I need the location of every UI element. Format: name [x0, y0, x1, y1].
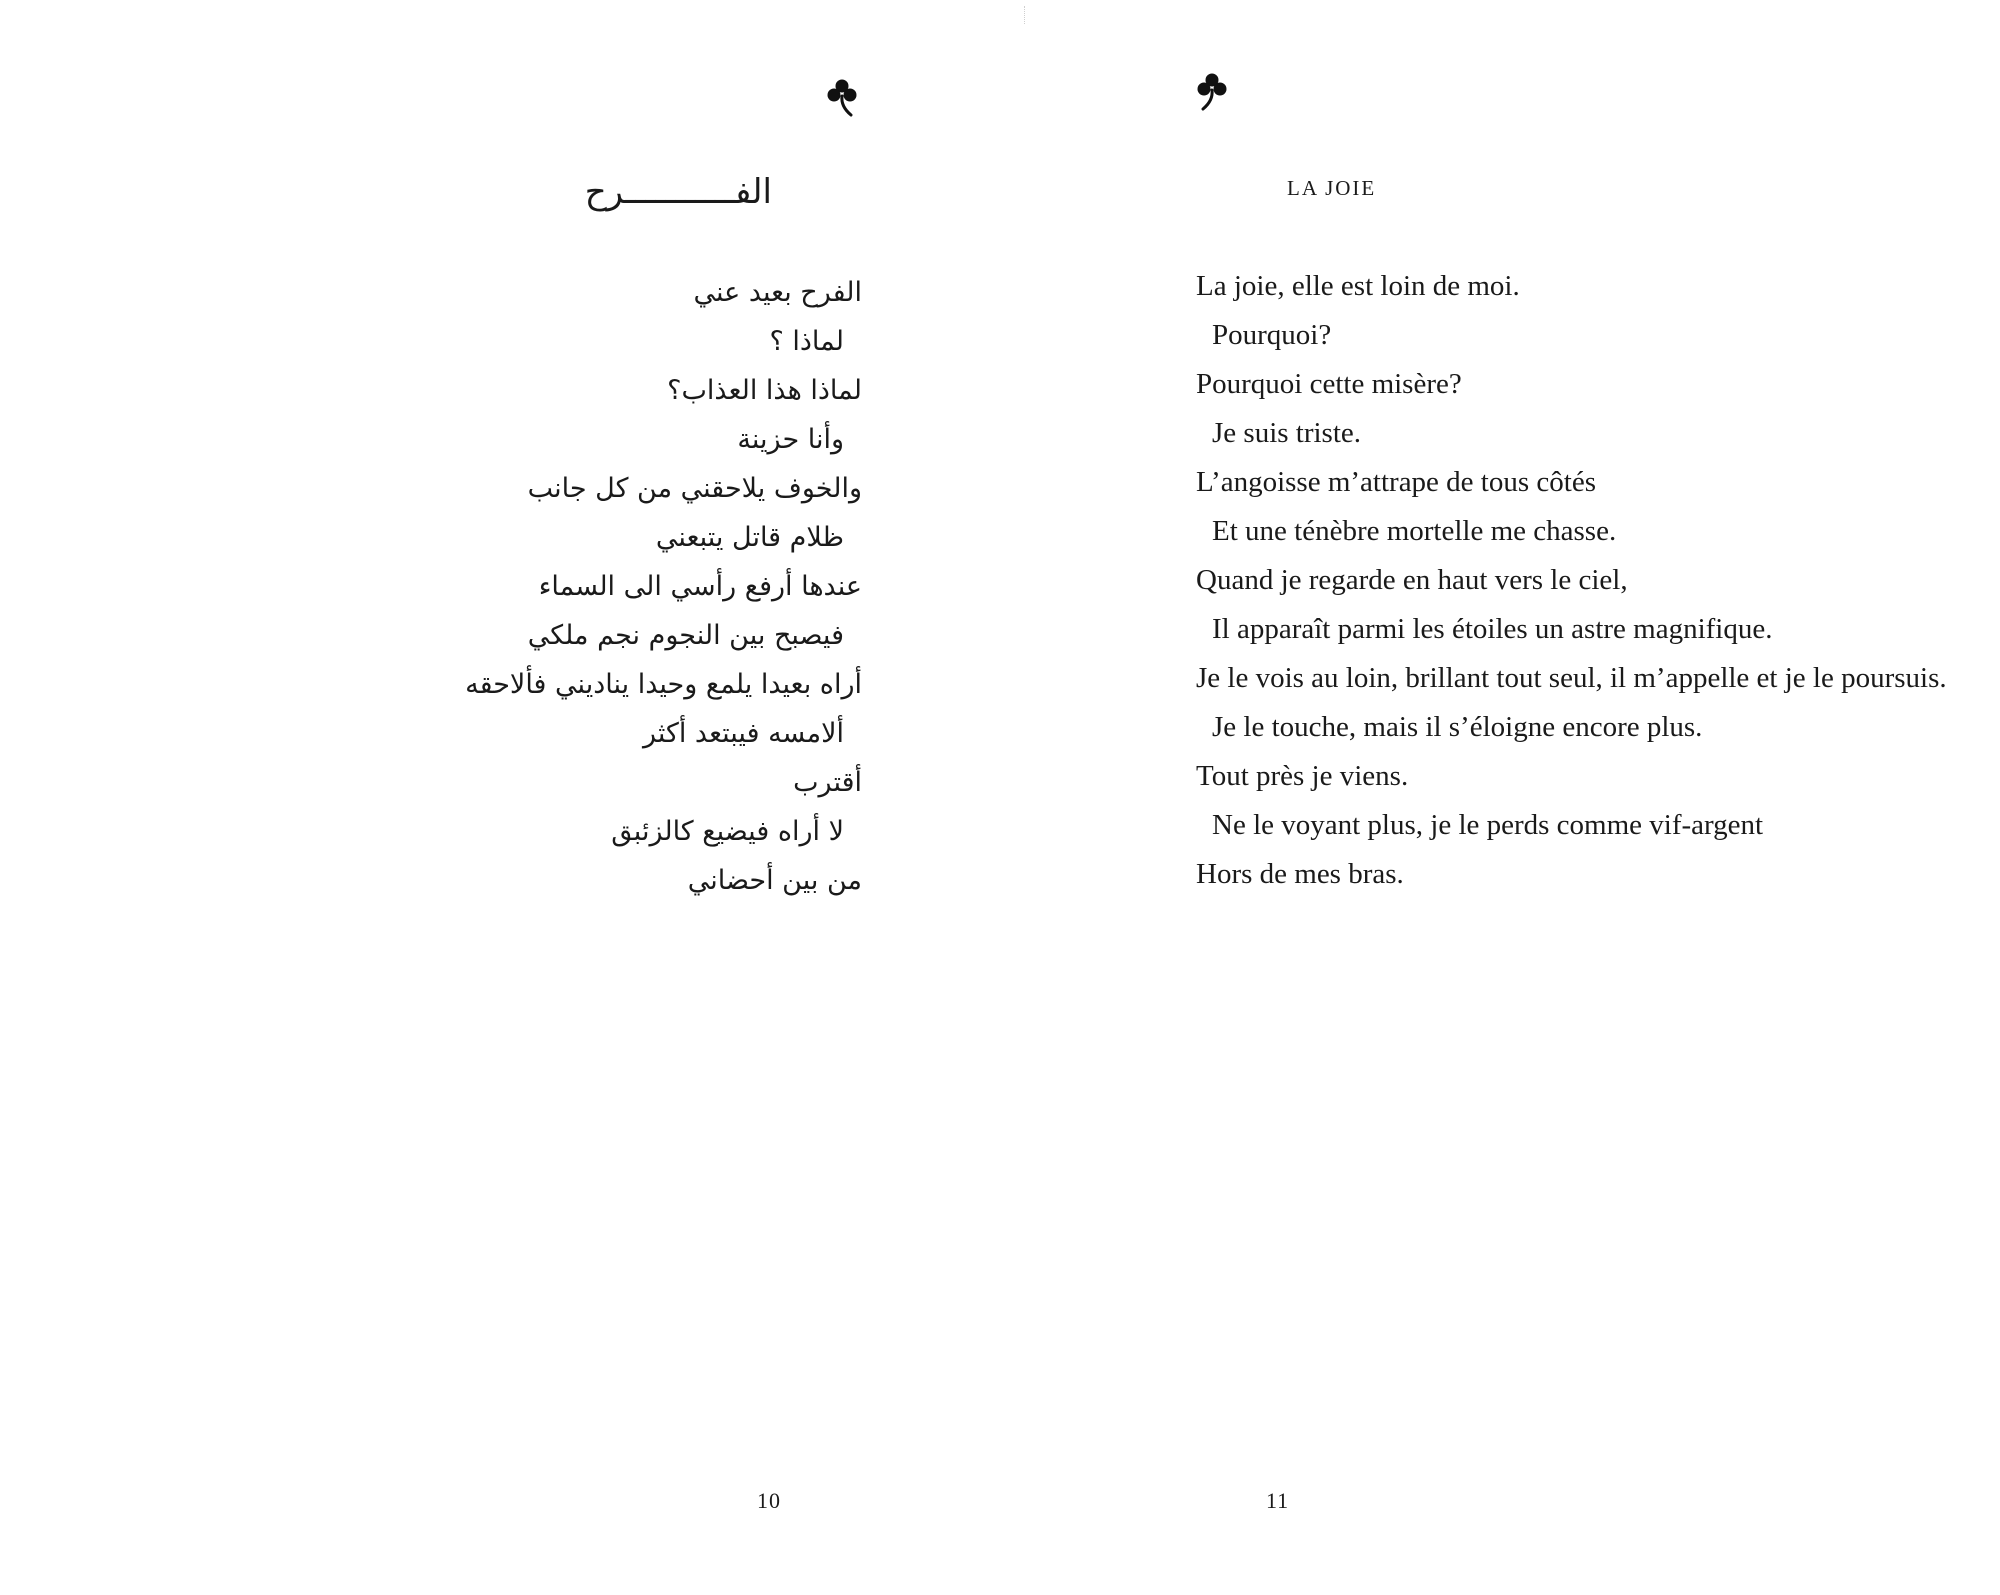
poem-line: Tout près je viens. [1196, 760, 1409, 792]
poem-line: ظلام قاتل يتبعني [655, 522, 844, 553]
poem-line: Ne le voyant plus, je le perds comme vif-argent [1212, 809, 1764, 841]
poem-line: والخوف يلاحقني من كل جانب [527, 473, 862, 504]
poem-line: ألامسه فيبتعد أكثر [642, 718, 844, 749]
french-poem-title: LA JOIE [1287, 176, 1377, 200]
french-poem [1196, 262, 1947, 899]
poem-line: Je le vois au loin, brillant tout seul, il m’appelle et je le poursuis. [1196, 662, 1947, 694]
poem-line: Hors de mes bras. [1196, 858, 1404, 890]
poem-line: لماذا ؟ [769, 326, 844, 357]
poem-line: L’angoisse m’attrape de tous côtés [1196, 466, 1596, 498]
poem-line: أراه بعيدا يلمع وحيدا يناديني فألاحقه [465, 669, 862, 700]
poem-line: لا أراه فيضيع كالزئبق [611, 816, 844, 847]
poem-line: لماذا هذا العذاب؟ [667, 375, 862, 406]
poem-line: Je suis triste. [1212, 417, 1362, 449]
poem-line: Quand je regarde en haut vers le ciel, [1196, 564, 1628, 596]
poem-line: فيصبح بين النجوم نجم ملكي [527, 620, 844, 651]
poem-line: الفرح بعيد عني [693, 277, 862, 308]
poem-line: La joie, elle est loin de moi. [1196, 270, 1520, 302]
poem-line: Pourquoi? [1212, 319, 1332, 351]
poem-line: Je le touche, mais il s’éloigne encore plus. [1212, 711, 1703, 743]
poem-line: عندها أرفع رأسي الى السماء [538, 571, 862, 602]
poem-line: وأنا حزينة [737, 424, 844, 455]
page-number: 10 [757, 1488, 781, 1513]
arabic-poem-title: الفـــــــــــرح [584, 172, 772, 212]
fleuron-icon [825, 78, 859, 118]
arabic-poem [465, 268, 862, 905]
poem-line: Pourquoi cette misère? [1196, 368, 1462, 400]
poem-line: أقترب [793, 767, 862, 798]
poem-line: Et une ténèbre mortelle me chasse. [1212, 515, 1617, 547]
fleuron-icon [1195, 72, 1229, 112]
right-page [1000, 0, 2000, 1595]
poem-line: من بين أحضاني [687, 865, 862, 896]
poem-line: Il apparaît parmi les étoiles un astre magnifique. [1212, 613, 1773, 645]
page-number: 11 [1266, 1488, 1290, 1513]
